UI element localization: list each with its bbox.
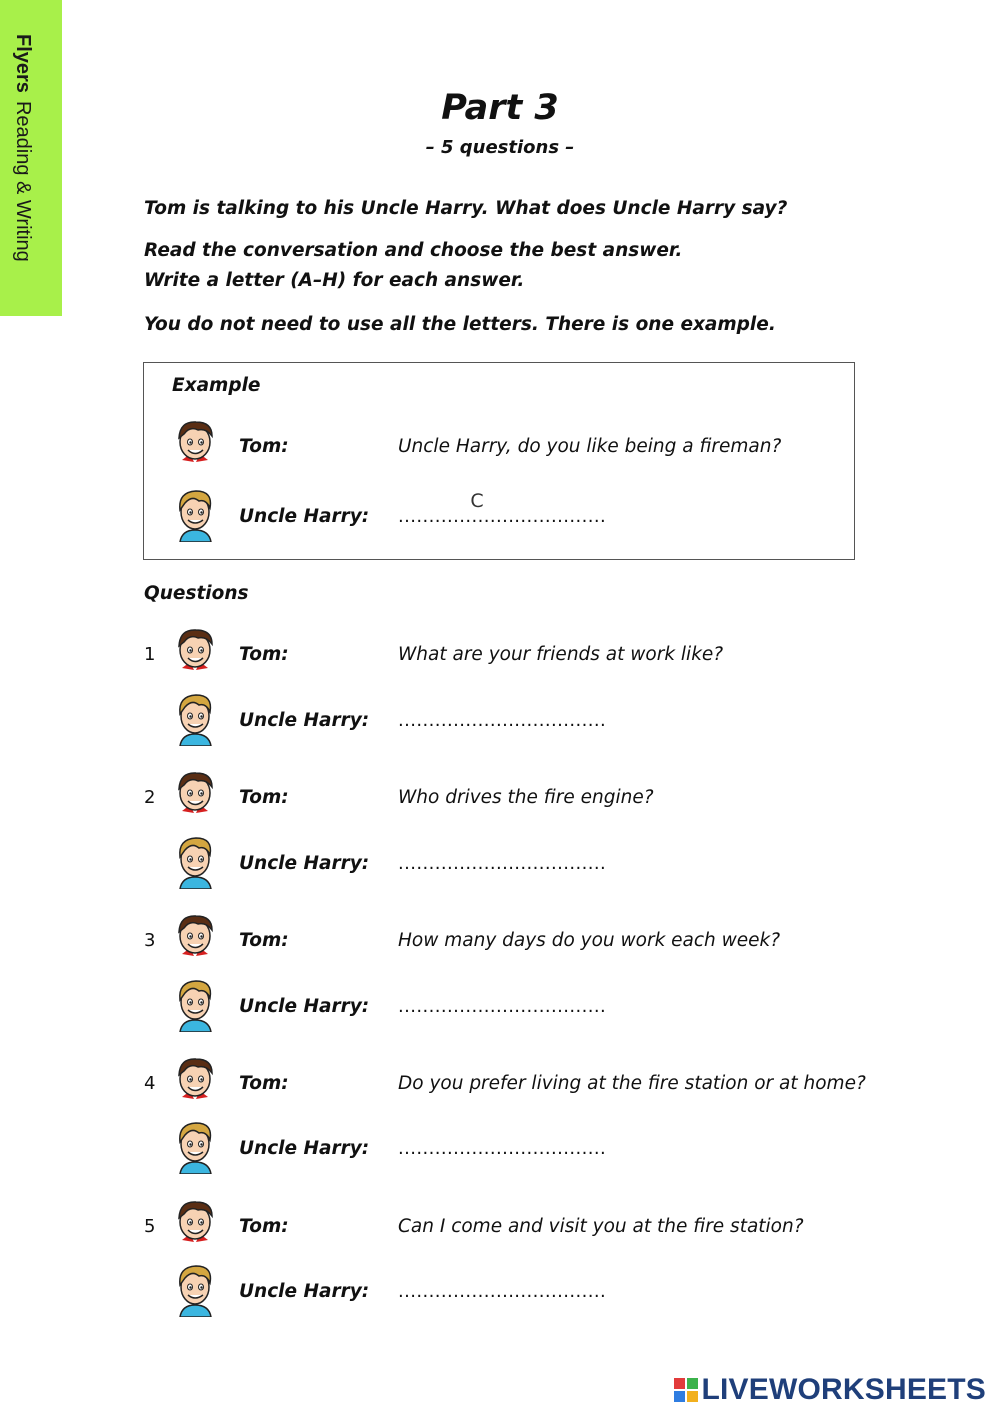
question-harry-row [0, 1130, 1000, 1190]
example-harry-row [0, 498, 1000, 558]
question-number: 2 [144, 787, 156, 808]
answer-dots: .................................. [398, 710, 607, 731]
question-harry-row [0, 845, 1000, 905]
instruction-line: You do not need to use all the letters. There is one example. [144, 314, 776, 335]
speaker-tom: Tom: [239, 1216, 289, 1237]
speaker-harry: Uncle Harry: [239, 1281, 370, 1302]
speaker-tom: Tom: [239, 1073, 289, 1094]
tom-avatar-icon [172, 767, 218, 823]
question-tom-row [0, 779, 1000, 839]
answer-dots: .................................. [398, 853, 607, 874]
question-number: 5 [144, 1216, 156, 1237]
question-tom-row [0, 922, 1000, 982]
answer-input-4[interactable] [430, 1120, 524, 1146]
answer-input-2[interactable] [430, 835, 524, 861]
question-number: 4 [144, 1073, 156, 1094]
speaker-tom: Tom: [239, 787, 289, 808]
speaker-harry: Uncle Harry: [239, 1138, 370, 1159]
instruction-line: Write a letter (A–H) for each answer. [144, 270, 525, 291]
answer-dots: .................................. [398, 1138, 607, 1159]
liveworksheets-grid-icon [674, 1378, 698, 1402]
side-tab-subject: Reading & Writing [12, 100, 34, 262]
speaker-tom: Tom: [239, 930, 289, 951]
speaker-harry: Uncle Harry: [239, 853, 370, 874]
questions-heading: Questions [144, 583, 249, 604]
question-harry-row [0, 1273, 1000, 1333]
question-text: How many days do you work each week? [398, 930, 781, 951]
page-subtitle: – 5 questions – [425, 137, 575, 158]
speaker-harry: Uncle Harry: [239, 710, 370, 731]
liveworksheets-logo[interactable] [674, 1372, 987, 1408]
tom-avatar-icon [172, 1053, 218, 1109]
question-tom-row [0, 1065, 1000, 1125]
question-text: Do you prefer living at the fire station or at home? [398, 1073, 866, 1094]
harry-avatar-icon [172, 976, 218, 1032]
answer-dots: .................................. [398, 506, 607, 527]
question-text: Who drives the fire engine? [398, 787, 654, 808]
question-text: What are your friends at work like? [398, 644, 724, 665]
tom-avatar-icon [172, 1196, 218, 1252]
speaker-harry: Uncle Harry: [239, 506, 370, 527]
tom-avatar-icon [172, 416, 218, 472]
answer-dots: .................................. [398, 996, 607, 1017]
harry-avatar-icon [172, 486, 218, 542]
question-tom-row [0, 1208, 1000, 1268]
harry-avatar-icon [172, 833, 218, 889]
side-tab-level: Flyers [12, 34, 34, 93]
question-harry-row [0, 988, 1000, 1048]
side-tab [0, 0, 62, 316]
example-question: Uncle Harry, do you like being a fireman? [398, 436, 782, 457]
tom-avatar-icon [172, 624, 218, 680]
question-text: Can I come and visit you at the fire station? [398, 1216, 804, 1237]
example-heading: Example [172, 375, 261, 396]
question-number: 1 [144, 644, 156, 665]
speaker-tom: Tom: [239, 436, 289, 457]
answer-input-1[interactable] [430, 692, 524, 718]
harry-avatar-icon [172, 1118, 218, 1174]
harry-avatar-icon [172, 1261, 218, 1317]
instruction-line: Read the conversation and choose the best answer. [144, 240, 683, 261]
speaker-harry: Uncle Harry: [239, 996, 370, 1017]
question-harry-row [0, 702, 1000, 762]
answer-input-5[interactable] [430, 1263, 524, 1289]
brand-text: LIVEWORKSHEETS [701, 1373, 986, 1406]
instruction-line: Tom is talking to his Uncle Harry. What does Uncle Harry say? [144, 198, 788, 219]
speaker-tom: Tom: [239, 644, 289, 665]
answer-dots: .................................. [398, 1281, 607, 1302]
tom-avatar-icon [172, 910, 218, 966]
example-answer-field [430, 488, 524, 514]
page-title: Part 3 [441, 88, 559, 128]
example-tom-row [0, 428, 1000, 488]
answer-input-3[interactable] [430, 978, 524, 1004]
question-number: 3 [144, 930, 156, 951]
question-tom-row [0, 636, 1000, 696]
harry-avatar-icon [172, 690, 218, 746]
